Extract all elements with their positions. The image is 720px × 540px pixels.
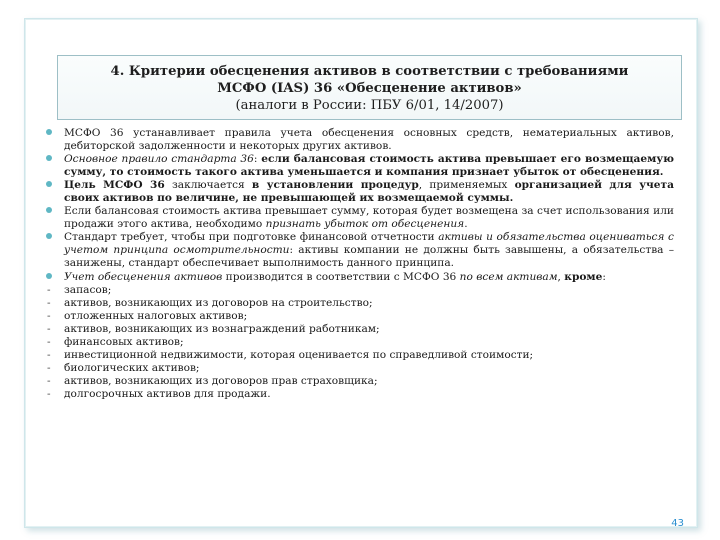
bullet-list-item [44,179,674,205]
title-line-1: 4. Критерии обесценения активов в соответствии с требованиями [110,64,629,79]
text-segment: , [557,270,565,283]
slide-title [57,55,682,120]
text-segment: кроме [564,270,603,283]
text-segment: в установлении процедур [251,179,419,192]
dash-list-item [44,323,674,336]
text-segment: если балансовая стоимость актива превышает его возмещаемую сумму, то стоимость такого актива уменьшается и компания признает убыток от обесценения. [64,153,674,179]
text-segment: активов, возникающих из договоров прав страховщика; [64,374,378,387]
text-segment: Основное правило стандарта 36 [64,153,254,166]
item-text [64,310,247,322]
dash-list-item [44,349,674,362]
item-text [64,375,378,387]
dash-list-item [44,297,674,310]
dash-marker: - [47,335,51,348]
content-list [44,127,674,401]
dash-marker: - [47,283,51,296]
text-segment: Если балансовая стоимость актива превышает сумму, которая будет возмещена за счет использования или продажи этого актива, необходимо [64,205,674,231]
page-number: 43 [671,518,684,529]
dash-list-item [44,310,674,323]
text-segment: инвестиционной недвижимости, которая оценивается по справедливой стоимости; [64,348,534,361]
bullet-icon [46,205,58,218]
text-segment: МСФО 36 устанавливает правила учета обесценения основных средств, нематериальных активов, дебиторской задолженности и некоторых других активов. [64,127,674,153]
dash-list-item [44,375,674,388]
item-text [64,388,271,400]
bullet-list-item [44,231,674,270]
text-segment: запасов; [64,283,112,296]
dash-marker: - [47,322,51,335]
item-text [64,336,184,348]
text-segment: организацией для учета своих активов по величине, не превышающей их возмещаемой суммы. [64,179,674,205]
text-segment: : [602,270,606,283]
item-text [64,362,200,374]
dash-list-item [44,362,674,375]
text-segment: производится в соответствии с МСФО 36 [222,270,460,283]
item-text [64,323,380,335]
text-segment: активов, возникающих из договоров на строительство; [64,296,373,309]
text-segment: активы и обязательства оцениваться с учетом принципа осмотрительности [64,231,674,257]
dash-list-item [44,284,674,297]
text-segment: , применяемых [418,179,515,192]
dash-list-item [44,336,674,349]
dash-marker: - [47,309,51,322]
text-segment: Учет обесценения активов [64,270,223,283]
text-segment: признать убыток от обесценения [265,218,465,231]
text-segment: Стандарт требует, чтобы при подготовке финансовой отчетности [64,231,439,244]
item-text [64,284,111,296]
text-segment: . [464,218,468,231]
item-text [64,179,674,204]
item-text [64,231,674,269]
bullet-icon [46,271,58,284]
title-line-3: (аналоги в России: ПБУ 6/01, 14/2007) [235,98,504,113]
text-segment: Цель МСФО 36 [64,179,165,192]
bullet-icon [46,127,58,140]
text-segment: по всем активам [459,270,558,283]
dash-marker: - [47,374,51,387]
bullet-list-item [44,271,674,284]
dash-list-item [44,388,674,401]
dash-marker: - [47,348,51,361]
item-text [64,153,674,178]
bullet-list-item [44,153,674,179]
title-line-2: МСФО (IAS) 36 «Обесценение активов» [217,81,522,96]
text-segment: : активы компании не должны быть завышены, а обязательства – занижены, стандарт обеспечивает выполнимость данного принципа. [64,244,675,270]
text-segment: отложенных налоговых активов; [64,309,248,322]
item-text [64,297,373,309]
text-segment: заключается [164,179,252,192]
item-text [64,349,533,361]
item-text [64,271,606,283]
bullet-icon [46,153,58,166]
bullet-icon [46,231,58,244]
dash-marker: - [47,296,51,309]
text-segment: : [253,153,262,166]
item-text [64,205,674,230]
text-segment: финансовых активов; [64,335,184,348]
dash-marker: - [47,387,51,400]
item-text [64,127,674,152]
bullet-list-item [44,127,674,153]
text-segment: биологических активов; [64,361,200,374]
text-segment: долгосрочных активов для продажи. [64,387,271,400]
bullet-icon [46,179,58,192]
bullet-list-item [44,205,674,231]
dash-marker: - [47,361,51,374]
text-segment: активов, возникающих из вознаграждений работникам; [64,322,380,335]
